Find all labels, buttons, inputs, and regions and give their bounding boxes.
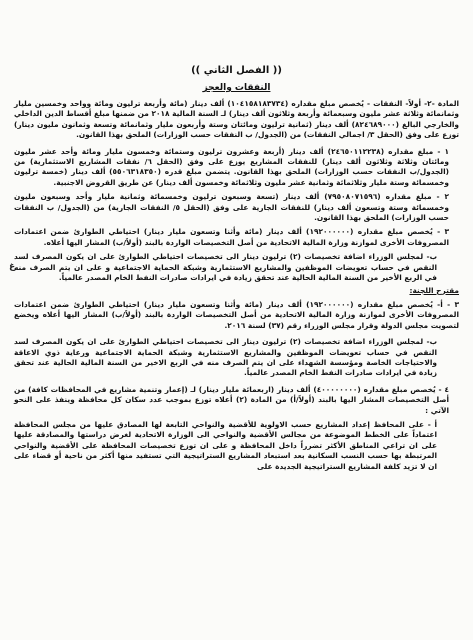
section-title: النفقات والعجز: [202, 83, 271, 93]
clause-3b-paragraph: ب- لمجلس الوزراء اضافة تخصيصات (٢) ترليون دينار الى تخصيصات احتياطي الطوارئ على ان يكون المصرف لسد النقص في حساب تعويضات الموظفين والمشاريع الاستثمارية وشبكة الحماية الاجتماعية و على ان يتم الصرف منه في الربع الأخير من السنة المالية الحالية عند تحقق زيادة في ايرادات صادرات النفط الخام المصدر عالمياً.: [14, 252, 437, 283]
handwritten-margin-mark: غ: [9, 262, 16, 272]
clause-4-paragraph: ٤ - يُخصص مبلغ مقداره (٤٠٠٠٠٠٠٠٠) ألف دينار (اربعمائة مليار دينار) لـ (إعمار وتنمية مشاريع في المحافظات كافة) من أصل التخصيصات المشار اليها بالبند (أولاً/أ) من المادة (٢) أعلاه توزع بموجب عدد سكان كل محافظة وينفذ على النحو الآتي :: [14, 384, 449, 415]
chapter-title: (( الفصل الثاني )): [191, 65, 282, 76]
clause-4a-paragraph: أ - على المحافظ إعداد المشاريع حسب الاولوية للأقضية والنواحي التابعة لها المصادق عليها من مجلس المحافظة اعتماداً على الخطط الموضوعة من مجالس الأقضية والنواحي الى الوزارة الاتحادية لغرض دراستها والمصادقة عليها على ان تراعي المناطق الأكثر تضرراً داخل المحافظة و على ان توزع تخصيصات المحافظة على الأقضية والنواحي المرتبطة بها حسب النسب السكانية بعد استبعاد المشاريع الستراتيجية التي تستفيد منها أكثر من ناحية أو قضاء على ان لا تزيد كلفة المشاريع الستراتيجية الجديدة على: [14, 419, 437, 471]
proposal-3a-paragraph: ٣ - أ- يُخصص مبلغ مقداره (١٩٢٠٠٠٠٠٠) ألف دينار (مائة وأثنا وتسعون مليار دينار) احتياطي الطوارئ ضمن اعتمادات المصروفات الأخرى لموازنة وزارة المالية الاتحادية من أصل التخصيصات الواردة بالبند (أولاً/ب) المشار اليها أعلاه ويخضع لتصويت مجلس الدولة وقرار مجلس الوزراء رقم (٣٧) لسنة ٢٠١٦.: [14, 299, 459, 330]
proposal-3b-paragraph: ب- لمجلس الوزراء اضافة تخصيصات (٢) ترليون دينار الى تخصيصات احتياطي الطوارئ على ان يكون المصرف لسد النقص في حساب تعويضات الموظفين والمشاريع الاستثمارية وشبكة الحماية الاجتماعية ورعاية ذوي الاعاقة والاحتياجات الخاصة ومؤسسة الشهداء على ان يتم الصرف منه في الربع الاخير من السنة المالية الحالية عند تحقق زيادة في ايرادات صادرات النفط الخام المصدر عالمياً.: [14, 337, 437, 378]
article-2-paragraph: المادة -٢- أولاً- النفقات - يُخصص مبلغ مقداره (١٠٤١٥٨١٨٣٧٣٤) ألف دينار (مائة وأربعة ترليون ومائة وواحد وخمسين مليار وثمانمائة وثلاثة عشر مليون وسبعمائة وأربعة وثلاثون ألف دينار) لـ السنة المالية ٢٠١٨ من ضمنها مبلغ أقساط الدين الداخلي والخارجي البالغ (٨٢٤٦٨٩٠٠٠) ألف دينار (ثمانية ترليون ومائتان وستة وأربعون مليار وثمانمائة وتسعة وثمانون مليون دينار) توزع على وفق (الحقل ٣/ اجمالي النفقات) من (الجدول/ ب النفقات حسب الوزارات) الملحق بهذا القانون.: [14, 99, 460, 140]
document-body: [14, 6, 459, 636]
clause-2-paragraph: ٢ - مبلغ مقداره (٧٩٥٠٨٠٧١٥٩٦) ألف دينار (تسعة وسبعون ترليون وخمسمائة وثمانية مليار وأحد وسبعون مليون وخمسمائة وستة وتسعون ألف دينار) للنفقات الجارية على وفق (الحقل ٥/ النفقات الجارية) من (الجدول/ ب النفقات حسب الوزارات) الملحق بهذا القانون.: [14, 192, 449, 223]
clause-3a-paragraph: ٣ - يُخصص مبلغ مقداره (١٩٢٠٠٠٠٠٠) ألف دينار (مائة وأثنا وتسعون مليار دينار) احتياطي الطوارئ ضمن اعتمادات المصروفات الأخرى لموازنة وزارة المالية الاتحادية من أصل التخصيصات الواردة بالبند (أولاً/ب) المشار اليها أعلاه.: [14, 227, 449, 247]
committee-proposal-heading: مقترح اللجنة:: [409, 285, 459, 295]
clause-1-paragraph: ١ - مبلغ مقداره (٢٤٦٥٠١١٢٢٣٨) ألف دينار (أربعة وعشرون ترليون وستمائة وخمسون مليار ومائة وأحد عشر مليون ومائتان وثلاثة وثلاثون ألف دينار) للنفقات المشاريع يوزع على وفق (الحقل ٦/ نفقات المشاريع الاستثمارية) من (الجدول/ب النفقات حسب الوزارات) الملحق بهذا القانون. يتضمن مبلغ قدره (٥٥٠٦٣١٨٣٥٠) ألف دينار (خمسة ترليون وخمسمائة وستة مليار وثلاثمائة وثمانية عشر مليون وثلاثمائة وخمسون ألف دينار) عن طريق القروض الاجنبية.: [14, 146, 449, 187]
